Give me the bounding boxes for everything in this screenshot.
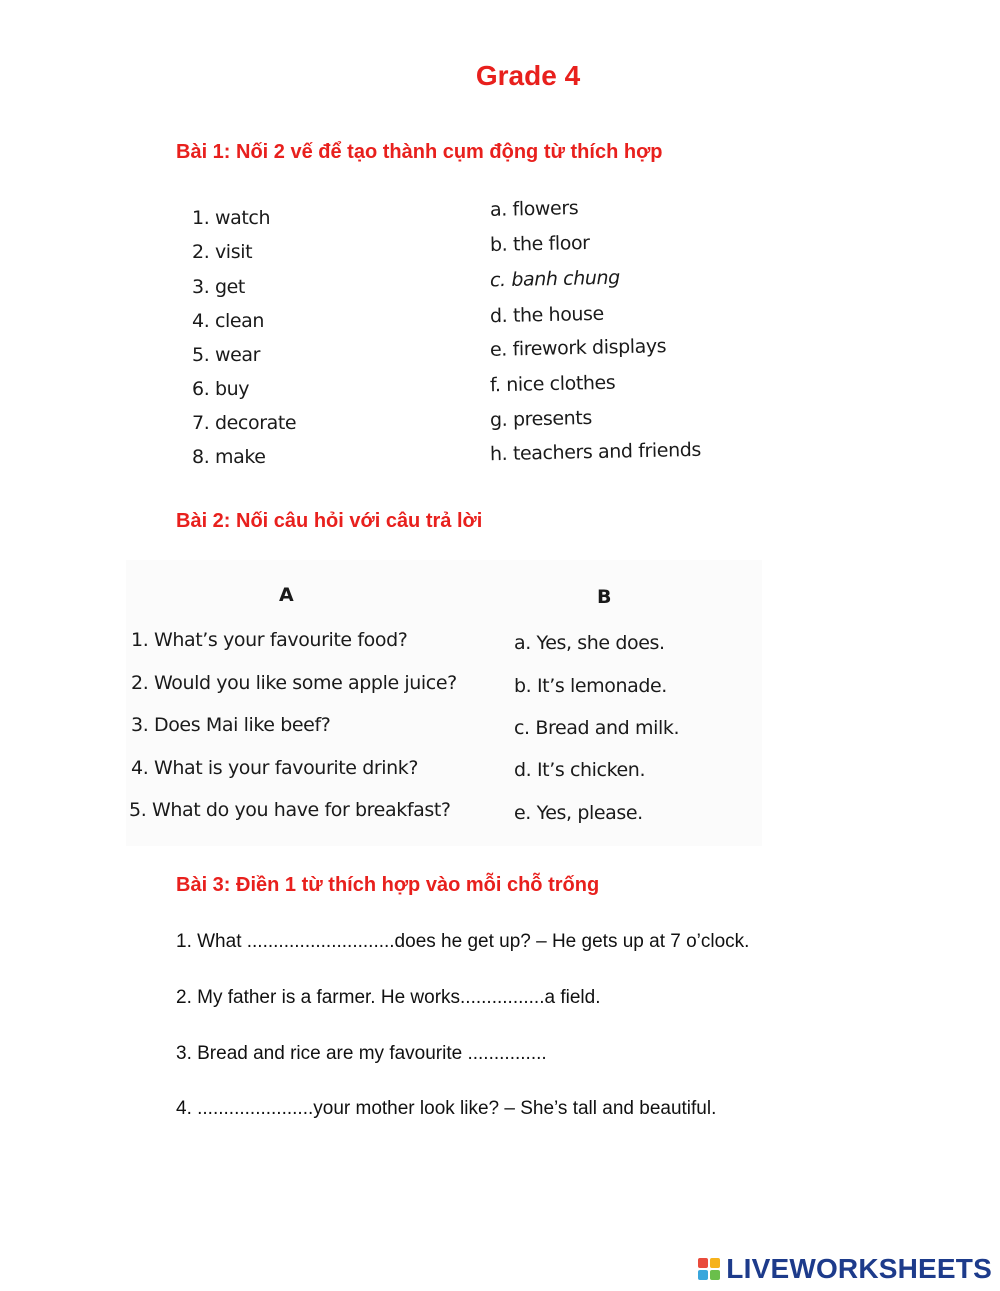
- column-a-header: A: [279, 584, 294, 606]
- column-b-header: B: [597, 586, 612, 608]
- logo-square: [698, 1258, 708, 1268]
- ex1-right-item: g. presents: [489, 406, 593, 432]
- ex1-right-item: h. teachers and friends: [489, 438, 702, 466]
- logo-mark-icon: [698, 1258, 720, 1280]
- exercise3-heading: Bài 3: Điền 1 từ thích hợp vào mỗi chỗ trống: [176, 874, 600, 896]
- page-title: Grade 4: [475, 60, 581, 91]
- ex1-right-item: f. nice clothes: [489, 371, 616, 397]
- ex2-answer: d. It’s chicken.: [514, 759, 646, 781]
- ex2-answer: b. It’s lemonade.: [514, 675, 667, 697]
- ex1-left-item: 5. wear: [192, 344, 261, 366]
- ex2-question: 1. What’s your favourite food?: [131, 629, 408, 651]
- ex2-question: 4. What is your favourite drink?: [131, 757, 419, 779]
- ex1-left-item: 4. clean: [192, 310, 265, 332]
- ex2-question: 2. Would you like some apple juice?: [131, 672, 457, 694]
- ex1-left-item: 1. watch: [192, 207, 271, 229]
- ex3-item: 2. My father is a farmer. He works................a field.: [176, 987, 601, 1008]
- ex2-answer: e. Yes, please.: [514, 802, 643, 824]
- ex1-right-item: a. flowers: [489, 197, 579, 221]
- logo-text: LIVEWORKSHEETS: [726, 1253, 992, 1284]
- ex1-left-item: 7. decorate: [192, 412, 297, 434]
- ex2-question: 5. What do you have for breakfast?: [129, 799, 451, 821]
- ex1-right-item: b. the floor: [489, 231, 590, 257]
- ex3-item: 3. Bread and rice are my favourite ...............: [176, 1043, 547, 1064]
- liveworksheets-logo: [698, 1252, 992, 1286]
- logo-square: [710, 1258, 720, 1268]
- logo-square: [710, 1270, 720, 1280]
- ex1-right-item: e. firework displays: [489, 335, 667, 361]
- ex1-right-item: d. the house: [489, 302, 605, 328]
- ex2-answer: a. Yes, she does.: [514, 632, 665, 654]
- exercise1-heading: Bài 1: Nối 2 vế để tạo thành cụm động từ thích hợp: [176, 141, 663, 163]
- exercise2-heading: Bài 2: Nối câu hỏi với câu trả lời: [176, 510, 483, 532]
- ex2-answer: c. Bread and milk.: [514, 717, 680, 739]
- ex3-item: 4. ......................your mother look like? – She’s tall and beautiful.: [176, 1098, 717, 1119]
- logo-square: [698, 1270, 708, 1280]
- ex3-item: 1. What ............................does he get up? – He gets up at 7 o’clock.: [176, 931, 750, 952]
- ex2-question: 3. Does Mai like beef?: [131, 714, 331, 736]
- ex1-left-item: 3. get: [192, 276, 245, 298]
- ex1-left-item: 2. visit: [192, 241, 253, 263]
- ex1-right-item: c. banh chung: [489, 266, 621, 292]
- ex1-left-item: 6. buy: [192, 378, 250, 400]
- ex1-left-item: 8. make: [192, 446, 266, 468]
